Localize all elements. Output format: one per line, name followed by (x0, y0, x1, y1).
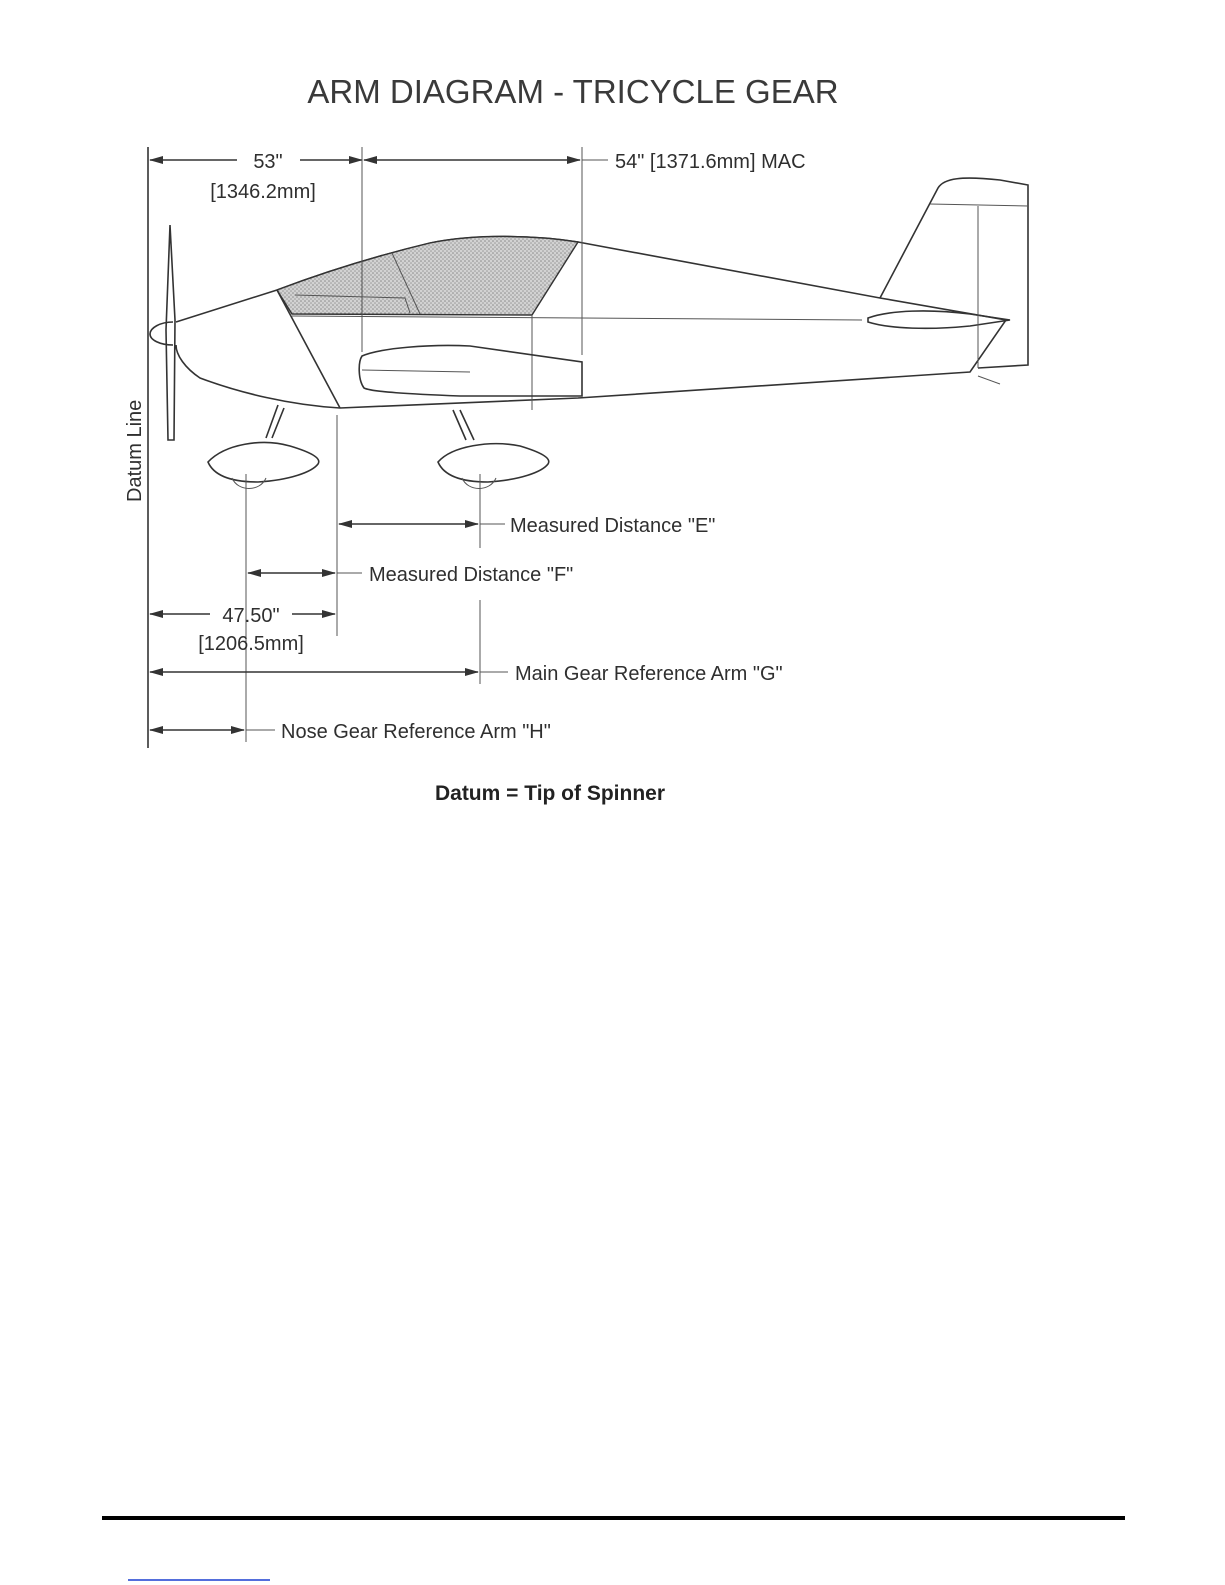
dim-main-gear-arm (150, 663, 783, 685)
fuselage-centerline (292, 316, 862, 320)
canopy (277, 236, 578, 315)
datum-line-label: Datum Line (124, 399, 146, 502)
propeller (166, 225, 175, 440)
diagram-title: ARM DIAGRAM - TRICYCLE GEAR (307, 73, 839, 110)
dim-measured-e (339, 515, 715, 537)
dim-g-label: Main Gear Reference Arm "G" (515, 663, 783, 685)
wing-detail (362, 370, 470, 372)
vertical-tail (880, 178, 1028, 368)
tail-detail (930, 204, 1028, 206)
aircraft-side-view (150, 178, 1028, 488)
main-wheel-fairing (438, 444, 549, 482)
horizontal-stabilizer (868, 311, 1010, 328)
dim-nose-gear-arm (150, 721, 551, 743)
dim-datum-to-firewall (150, 605, 335, 655)
dim-measured-f (248, 564, 573, 586)
dim-53-inches: 53" (253, 151, 283, 173)
tail-skid (978, 376, 1000, 384)
nose-gear-strut (266, 405, 284, 438)
spinner (150, 322, 173, 345)
nose-wheel-fairing (208, 443, 319, 482)
dim-4750-metric: [1206.5mm] (198, 633, 304, 655)
dim-e-label: Measured Distance "E" (510, 515, 716, 537)
main-gear-strut (453, 410, 474, 440)
fuselage (176, 236, 1006, 408)
dim-mac-label: 54" [1371.6mm] MAC (615, 151, 806, 173)
dim-53-metric: [1346.2mm] (210, 181, 316, 203)
dim-h-label: Nose Gear Reference Arm "H" (281, 721, 551, 743)
datum-caption: Datum = Tip of Spinner (434, 782, 666, 805)
dim-spinner-to-wing (150, 147, 362, 352)
dim-4750-inches: 47.50" (222, 605, 280, 627)
dim-f-label: Measured Distance "F" (369, 564, 574, 586)
